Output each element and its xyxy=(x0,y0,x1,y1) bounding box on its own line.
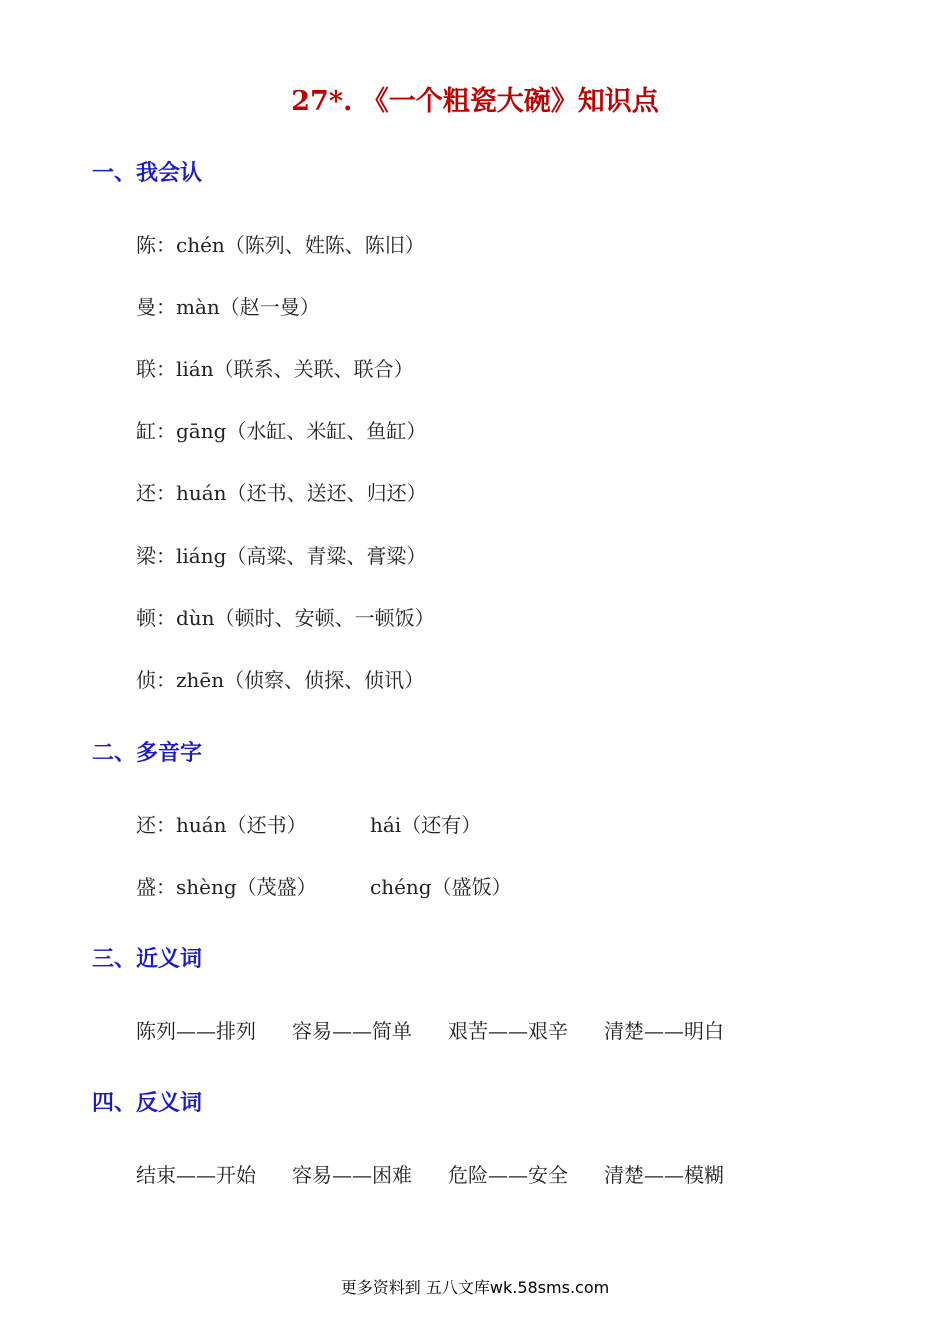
recognize-item: 联：lián（联系、关联、联合） xyxy=(136,357,414,381)
antonym-pair: 容易——困难 xyxy=(292,1163,412,1187)
polyphone-reading: hái（还有） xyxy=(370,813,482,837)
synonym-pair: 艰苦——艰辛 xyxy=(448,1019,568,1043)
recognize-item: 还：huán（还书、送还、归还） xyxy=(136,481,427,505)
antonym-pair: 危险——安全 xyxy=(448,1163,568,1187)
antonym-pair: 结束——开始 xyxy=(136,1163,256,1187)
recognize-item: 曼：màn（赵一曼） xyxy=(136,295,320,319)
antonym-pair: 清楚——模糊 xyxy=(604,1163,724,1187)
polyphone-reading: 还：huán（还书） xyxy=(136,813,307,837)
section-heading-synonyms: 三、近义词 xyxy=(92,947,203,972)
polyphone-reading: chéng（盛饭） xyxy=(370,875,512,899)
polyphone-row xyxy=(136,810,482,840)
page-title: 27*. 《一个粗瓷大碗》知识点 xyxy=(291,86,659,117)
synonym-pair: 陈列——排列 xyxy=(136,1019,256,1043)
recognize-item: 陈：chén（陈列、姓陈、陈旧） xyxy=(136,233,425,257)
synonym-pair: 容易——简单 xyxy=(292,1019,412,1043)
section-heading-polyphones: 二、多音字 xyxy=(92,741,203,766)
polyphone-row xyxy=(136,872,512,902)
recognize-item: 顿：dùn（顿时、安顿、一顿饭） xyxy=(136,606,435,630)
section-heading-recognize: 一、我会认 xyxy=(92,161,203,186)
section-heading-antonyms: 四、反义词 xyxy=(92,1091,203,1116)
recognize-item: 侦：zhēn（侦察、侦探、侦讯） xyxy=(136,668,425,692)
synonym-pair: 清楚——明白 xyxy=(604,1019,724,1043)
footer-link[interactable]: 更多资料到 五八文库wk.58sms.com xyxy=(340,1278,610,1297)
recognize-item: 缸：gāng（水缸、米缸、鱼缸） xyxy=(136,419,427,443)
polyphone-reading: 盛：shèng（茂盛） xyxy=(136,875,317,899)
recognize-item: 梁：liáng（高粱、青粱、膏粱） xyxy=(136,544,427,568)
